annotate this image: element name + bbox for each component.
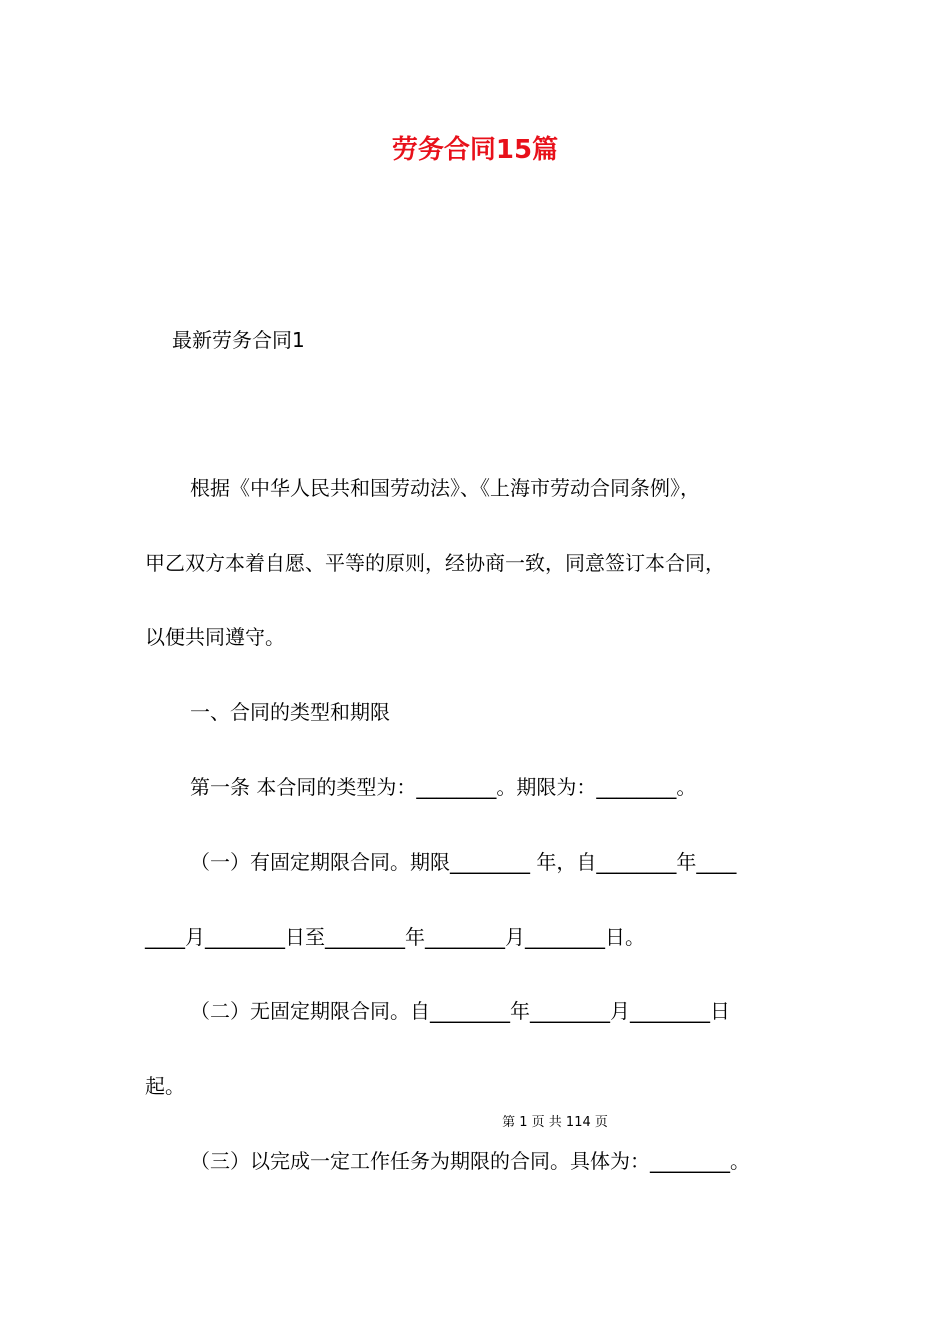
document-title: 劳务合同15篇	[391, 135, 559, 165]
paragraph-line: （一）有固定期限合同。期限________ 年，自________年____	[190, 850, 737, 874]
paragraph-line: 根据《中华人民共和国劳动法》、《上海市劳动合同条例》，	[190, 476, 700, 500]
paragraph-line: （二）无固定期限合同。自________年________月________日	[190, 999, 730, 1023]
clause-heading: 一、合同的类型和期限	[190, 700, 390, 724]
section-heading: 最新劳务合同1	[172, 328, 305, 352]
paragraph-line: ____月________日至________年________月________日。	[145, 925, 645, 949]
paragraph-line: 以便共同遵守。	[145, 625, 285, 649]
paragraph-line: （三）以完成一定工作任务为期限的合同。具体为：________。	[190, 1149, 750, 1173]
page-footer: 第 1 页 共 114 页	[502, 1115, 608, 1130]
paragraph-line: 起。	[145, 1074, 185, 1098]
paragraph-line: 第一条 本合同的类型为：________。期限为：________。	[190, 775, 697, 799]
paragraph-line: 甲乙双方本着自愿、平等的原则，经协商一致，同意签订本合同，	[145, 551, 725, 575]
